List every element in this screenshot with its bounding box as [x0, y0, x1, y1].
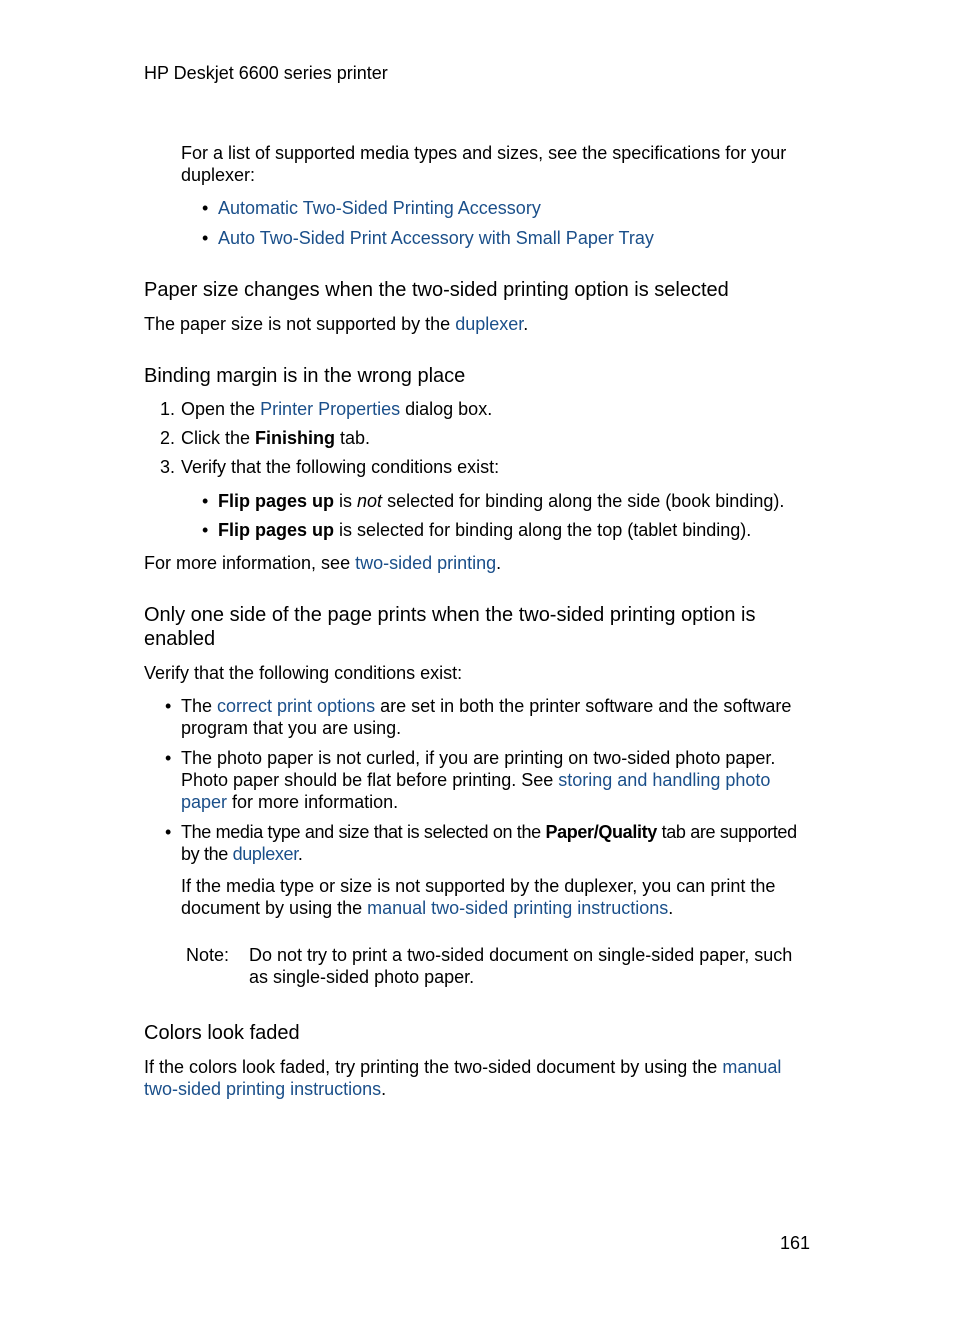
- section2-more-info: [144, 552, 501, 574]
- more-info-text: For more information, see: [144, 553, 356, 573]
- step-text: Click the: [181, 428, 256, 448]
- section1-text-after: .: [523, 314, 529, 334]
- section2-heading: Binding margin is in the wrong place: [144, 365, 466, 387]
- step-text: tab.: [335, 428, 371, 448]
- link-manual-two-sided-instructions[interactable]: manual: [722, 1057, 782, 1077]
- step-text: dialog box.: [400, 399, 493, 419]
- page-number: 161: [780, 1233, 811, 1253]
- intro-link-item: [218, 197, 541, 219]
- section1-text-before: The paper size is not supported by the: [144, 314, 456, 334]
- condition-item: [218, 519, 751, 541]
- heading-line: Only one side of the page prints when the two-sided printing option is: [144, 604, 756, 626]
- condition-bullet: [181, 821, 821, 865]
- bullet-text: Photo paper should be flat before printing. See: [181, 770, 559, 790]
- paragraph-text: .: [668, 898, 674, 918]
- flip-pages-up-label: Flip pages up: [218, 491, 335, 511]
- step-number: 2.: [159, 428, 175, 448]
- section3-intro: Verify that the following conditions exist:: [144, 663, 463, 683]
- unsupported-media-text: [181, 875, 821, 919]
- bullet-text: .: [297, 844, 303, 864]
- link-manual-two-sided-instructions[interactable]: manual two-sided printing instructions: [367, 898, 669, 918]
- paragraph-text: document by using the: [181, 898, 368, 918]
- link-storing-handling-photo-paper[interactable]: paper: [181, 792, 228, 812]
- page-header-title: HP Deskjet 6600 series printer: [144, 63, 388, 83]
- link-two-sided-printing[interactable]: two-sided printing: [355, 553, 497, 573]
- note-line: Do not try to print a two-sided document on single-sided paper, such: [249, 945, 793, 965]
- section4-text: [144, 1056, 824, 1100]
- condition-bullet: [181, 695, 821, 739]
- link-manual-two-sided-instructions[interactable]: two-sided printing instructions: [144, 1079, 382, 1099]
- bullet-text: are set in both the printer software and the software: [375, 696, 792, 716]
- finishing-tab-label: Finishing: [255, 428, 336, 448]
- paper-quality-tab-label: Paper/Quality: [545, 822, 657, 842]
- step-number: 1.: [159, 399, 175, 419]
- condition-text: is selected for binding along the top (tablet binding).: [334, 520, 752, 540]
- link-duplexer[interactable]: duplexer: [232, 844, 298, 864]
- section4-heading: Colors look faded: [144, 1022, 300, 1044]
- link-correct-print-options[interactable]: correct print options: [217, 696, 376, 716]
- step-text: Open the: [181, 399, 261, 419]
- paragraph-text: .: [381, 1079, 387, 1099]
- bullet-text: for more information.: [227, 792, 399, 812]
- note-line: as single-sided photo paper.: [249, 967, 475, 987]
- intro-link-item: [218, 227, 654, 249]
- condition-emphasis: not: [357, 491, 383, 511]
- note-text: [249, 944, 819, 988]
- step-number: 3.: [159, 457, 175, 477]
- step-1: [159, 398, 493, 420]
- condition-text: is: [334, 491, 358, 511]
- bullet-text: tab are supported: [656, 822, 797, 842]
- paragraph-text: If the media type or size is not supported by the duplexer, you can print the: [181, 876, 776, 896]
- link-auto-two-sided-small-tray[interactable]: Auto Two-Sided Print Accessory with Small Paper Tray: [218, 228, 654, 248]
- step-2: [159, 427, 371, 449]
- condition-text: selected for binding along the side (book binding).: [382, 491, 785, 511]
- section1-text: [144, 313, 528, 335]
- bullet-text: The media type and size that is selected on the: [181, 822, 546, 842]
- paragraph-text: If the colors look faded, try printing the two-sided document by using the: [144, 1057, 723, 1077]
- section1-heading: Paper size changes when the two-sided printing option is selected: [144, 279, 729, 301]
- link-printer-properties[interactable]: Printer Properties: [260, 399, 401, 419]
- bullet-text: The: [181, 696, 218, 716]
- bullet-text: The photo paper is not curled, if you are printing on two-sided photo paper.: [181, 748, 776, 768]
- section3-heading: [144, 603, 755, 651]
- condition-bullet: [181, 747, 821, 813]
- flip-pages-up-label: Flip pages up: [218, 520, 335, 540]
- note-label: Note:: [186, 945, 230, 965]
- condition-item: [218, 490, 784, 512]
- more-info-text: .: [496, 553, 502, 573]
- bullet-text: program that you are using.: [181, 718, 402, 738]
- heading-line: enabled: [144, 628, 216, 650]
- link-automatic-two-sided-accessory[interactable]: Automatic Two-Sided Printing Accessory: [218, 198, 541, 218]
- bullet-text: by the: [181, 844, 233, 864]
- intro-text: For a list of supported media types and sizes, see the specifications for your duplexer:: [181, 143, 787, 185]
- step-text: Verify that the following conditions exist:: [181, 457, 500, 477]
- link-duplexer[interactable]: duplexer: [455, 314, 524, 334]
- step-3: [159, 456, 500, 478]
- link-storing-handling-photo-paper[interactable]: storing and handling photo: [558, 770, 771, 790]
